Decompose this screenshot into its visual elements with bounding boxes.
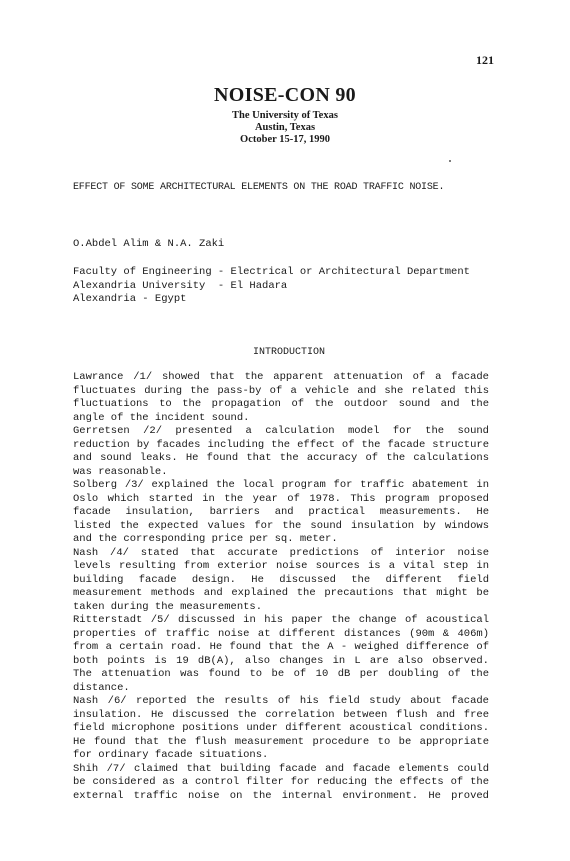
affiliation-line: Alexandria - Egypt xyxy=(73,293,187,305)
body-line: Ritterstadt /5/ discussed in his paper the change of acoustical xyxy=(73,614,489,626)
body-line: insulation. He discussed the correlation between flush and free xyxy=(73,708,489,721)
body-line: for ordinary facade situations. xyxy=(73,749,269,761)
body-line: fluctuations to the propagation of the outdoor sound and the xyxy=(73,398,489,410)
body-line: properties of traffic noise at different distances (90m & 406m) xyxy=(73,627,489,640)
body-line: Nash /6/ reported the results of his field study about facade xyxy=(73,695,489,707)
body-line: reduction by facades including the effect of the facade structure xyxy=(73,438,489,451)
body-line: field microphone positions under different acoustical conditions. xyxy=(73,722,489,734)
body-line: Gerretsen /2/ presented a calculation model for the sound xyxy=(73,425,489,437)
page-number: 121 xyxy=(476,53,494,67)
body-line: fluctuates during the pass-by of a vehicle and she related this xyxy=(73,384,489,397)
body-line: facade insulation, barriers and practical measurements. He xyxy=(73,506,489,518)
paper-title: EFFECT OF SOME ARCHITECTURAL ELEMENTS ON THE ROAD TRAFFIC NOISE. xyxy=(73,182,445,193)
stray-mark xyxy=(449,160,451,162)
body-line: and the corresponding price per sq. meter. xyxy=(73,533,338,545)
conference-university: The University of Texas xyxy=(232,110,338,121)
section-heading: INTRODUCTION xyxy=(252,347,325,358)
affiliation-line: Faculty of Engineering - Electrical or Architectural Department xyxy=(73,266,470,278)
body-line: levels resulting from exterior noise sources is a vital step in xyxy=(73,560,489,572)
body-line: The attenuation was found to be of 10 dB per doubling of the xyxy=(73,668,489,680)
introduction-body xyxy=(73,371,489,803)
body-line: Nash /4/ stated that accurate predictions of interior noise xyxy=(73,546,489,559)
affiliation-block xyxy=(73,266,470,307)
body-line: angle of the incident sound. xyxy=(73,411,250,424)
body-line: Oslo which started in the year of 1978. This program proposed xyxy=(73,492,489,505)
body-line: taken during the measurements. xyxy=(73,600,263,613)
conference-location: Austin, Texas xyxy=(254,122,316,133)
body-line: distance. xyxy=(73,681,130,694)
paper-authors: O.Abdel Alim & N.A. Zaki xyxy=(73,238,225,250)
body-line: measurement methods and explained the precautions that might be xyxy=(73,587,489,599)
conference-title: NOISE-CON 90 xyxy=(214,84,356,106)
body-line: be considered as a control filter for reducing the effects of the xyxy=(73,776,489,788)
body-line: Shih /7/ claimed that building facade and facade elements could xyxy=(73,762,489,775)
body-line: both points is 19 dB(A), also changes in L are also observed. xyxy=(73,654,489,667)
body-line: external traffic noise on the internal environment. He proved xyxy=(73,789,489,802)
body-line: Solberg /3/ explained the local program for traffic abatement in xyxy=(73,479,489,491)
affiliation-line: Alexandria University - El Hadara xyxy=(73,279,288,292)
body-line: listed the expected values for the sound insulation by windows xyxy=(73,519,489,532)
body-line: He found that the flush measurement procedure to be appropriate xyxy=(73,735,489,748)
body-line: building facade design. He discussed the different field xyxy=(73,573,489,586)
body-line: from a certain road. He found that the A - weighed difference of xyxy=(73,641,489,653)
body-line: was reasonable. xyxy=(73,465,168,478)
conference-dates: October 15-17, 1990 xyxy=(240,134,330,145)
body-line: Lawrance /1/ showed that the apparent attenuation of a facade xyxy=(73,371,489,383)
body-line: and sound leaks. He found that the accuracy of the calculations xyxy=(73,452,489,464)
